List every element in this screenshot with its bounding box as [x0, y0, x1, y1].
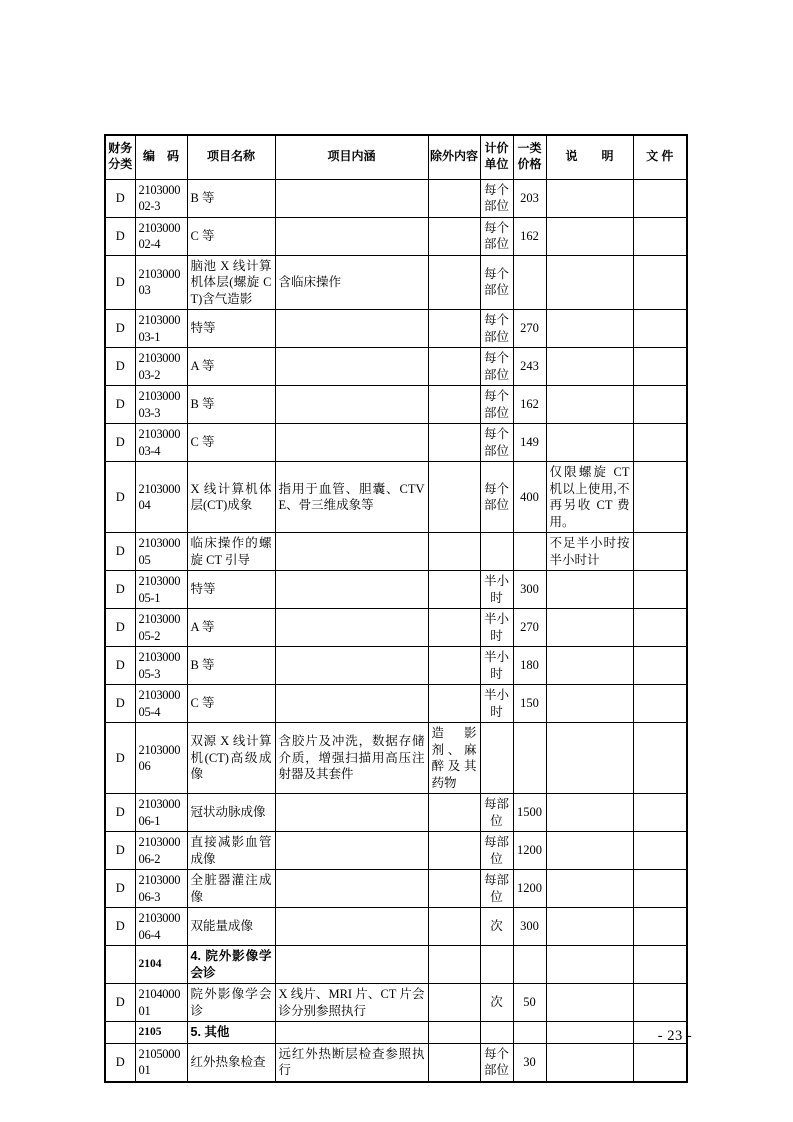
cell-price: 150 [513, 685, 546, 723]
cell-exclusions [428, 908, 480, 946]
cell-code: 210300005-2 [135, 609, 187, 647]
table-row [105, 424, 687, 462]
cell-item-name: A 等 [187, 609, 275, 647]
cell-unit: 半小时 [480, 647, 513, 685]
cell-code: 210300004 [135, 462, 187, 533]
cell-unit: 每个部位 [480, 424, 513, 462]
col-header-unit: 计价单位 [480, 135, 513, 179]
cell-note [546, 794, 633, 832]
cell-unit: 每个部位 [480, 255, 513, 310]
cell-exclusions [428, 870, 480, 908]
table-row [105, 870, 687, 908]
cell-price: 149 [513, 424, 546, 462]
cell-exclusions [428, 1043, 480, 1082]
cell-file [633, 462, 687, 533]
cell-finance-class: D [105, 310, 135, 348]
cell-item-name: 院外影像学会诊 [187, 984, 275, 1022]
cell-file [633, 217, 687, 255]
table-row [105, 794, 687, 832]
table-body [105, 179, 687, 1082]
cell-file [633, 310, 687, 348]
cell-item-content: 远红外热断层检查参照执行 [275, 1043, 428, 1082]
cell-price [513, 255, 546, 310]
cell-code: 210300006-3 [135, 870, 187, 908]
cell-exclusions [428, 571, 480, 609]
cell-item-name: 全脏器灌注成像 [187, 870, 275, 908]
cell-unit [480, 946, 513, 984]
cell-finance-class: D [105, 723, 135, 794]
cell-exclusions [428, 386, 480, 424]
cell-file [633, 870, 687, 908]
cell-note [546, 255, 633, 310]
cell-exclusions [428, 984, 480, 1022]
cell-price: 1200 [513, 870, 546, 908]
cell-item-content [275, 685, 428, 723]
cell-item-content [275, 870, 428, 908]
cell-unit: 每个部位 [480, 179, 513, 217]
cell-code: 210300003 [135, 255, 187, 310]
cell-exclusions [428, 647, 480, 685]
table-row [105, 647, 687, 685]
cell-finance-class: D [105, 609, 135, 647]
table-row [105, 255, 687, 310]
cell-unit: 每个部位 [480, 348, 513, 386]
cell-item-content: 含胶片及冲洗，数据存储介质，增强扫描用高压注射器及其套件 [275, 723, 428, 794]
cell-item-content [275, 348, 428, 386]
cell-note [546, 348, 633, 386]
table-row [105, 571, 687, 609]
cell-file [633, 348, 687, 386]
cell-finance-class: D [105, 647, 135, 685]
cell-file [633, 723, 687, 794]
cell-file [633, 984, 687, 1022]
cell-file [633, 255, 687, 310]
cell-item-content [275, 217, 428, 255]
table-row [105, 984, 687, 1022]
cell-item-name: 4. 院外影像学会诊 [187, 946, 275, 984]
table-row [105, 533, 687, 571]
cell-price: 162 [513, 386, 546, 424]
col-header-file: 文 件 [633, 135, 687, 179]
col-header-item-content: 项目内涵 [275, 135, 428, 179]
cell-file [633, 424, 687, 462]
cell-exclusions [428, 424, 480, 462]
cell-finance-class: D [105, 533, 135, 571]
cell-price: 243 [513, 348, 546, 386]
cell-item-name: 红外热象检查 [187, 1043, 275, 1082]
cell-code: 210300006-4 [135, 908, 187, 946]
cell-code: 210300006-1 [135, 794, 187, 832]
cell-item-content [275, 533, 428, 571]
cell-unit [480, 723, 513, 794]
cell-finance-class: D [105, 386, 135, 424]
cell-finance-class: D [105, 832, 135, 870]
cell-unit: 每部位 [480, 832, 513, 870]
cell-exclusions [428, 179, 480, 217]
cell-code: 210300002-3 [135, 179, 187, 217]
table-header-row [105, 135, 687, 179]
cell-file [633, 832, 687, 870]
cell-code: 210300005-4 [135, 685, 187, 723]
cell-finance-class: D [105, 179, 135, 217]
cell-exclusions: 造影剂、麻醉及其药物 [428, 723, 480, 794]
cell-unit: 每个部位 [480, 386, 513, 424]
cell-item-content [275, 1022, 428, 1044]
cell-price: 270 [513, 609, 546, 647]
cell-price: 1200 [513, 832, 546, 870]
table-row [105, 179, 687, 217]
cell-note [546, 946, 633, 984]
cell-code: 210300003-1 [135, 310, 187, 348]
cell-item-content: 含临床操作 [275, 255, 428, 310]
cell-unit: 每个部位 [480, 1043, 513, 1082]
table-row [105, 462, 687, 533]
cell-unit: 每个部位 [480, 462, 513, 533]
cell-item-name: X 线计算机体层(CT)成象 [187, 462, 275, 533]
cell-item-name: 双能量成像 [187, 908, 275, 946]
cell-item-content [275, 571, 428, 609]
cell-item-content [275, 832, 428, 870]
cell-note [546, 723, 633, 794]
table-row [105, 217, 687, 255]
cell-exclusions [428, 310, 480, 348]
cell-file [633, 685, 687, 723]
cell-price: 30 [513, 1043, 546, 1082]
cell-finance-class: D [105, 1043, 135, 1082]
table-row [105, 1043, 687, 1082]
cell-item-content [275, 386, 428, 424]
cell-finance-class: D [105, 794, 135, 832]
cell-price: 180 [513, 647, 546, 685]
cell-finance-class [105, 946, 135, 984]
cell-finance-class: D [105, 908, 135, 946]
cell-note [546, 571, 633, 609]
cell-note: 仅限螺旋 CT 机以上使用,不再另收 CT 费用。 [546, 462, 633, 533]
cell-price: 300 [513, 571, 546, 609]
cell-price [513, 723, 546, 794]
cell-code: 2105 [135, 1022, 187, 1044]
cell-unit: 次 [480, 908, 513, 946]
table-row [105, 1022, 687, 1044]
cell-exclusions [428, 1022, 480, 1044]
cell-finance-class [105, 1022, 135, 1044]
cell-file [633, 533, 687, 571]
cell-note: 不足半小时按半小时计 [546, 533, 633, 571]
cell-price [513, 1022, 546, 1044]
cell-item-content: X 线片、MRI 片、CT 片会诊分别参照执行 [275, 984, 428, 1022]
page-number: - 23 - [657, 1028, 693, 1044]
cell-code: 210400001 [135, 984, 187, 1022]
cell-item-name: 特等 [187, 571, 275, 609]
cell-item-content: 指用于血管、胆囊、CTVE、骨三维成象等 [275, 462, 428, 533]
table-row [105, 908, 687, 946]
cell-code: 210300005-3 [135, 647, 187, 685]
cell-item-name: C 等 [187, 217, 275, 255]
cell-exclusions [428, 348, 480, 386]
cell-file [633, 946, 687, 984]
cell-item-name: C 等 [187, 685, 275, 723]
cell-code: 210300006 [135, 723, 187, 794]
cell-item-content [275, 647, 428, 685]
cell-item-name: 5. 其他 [187, 1022, 275, 1044]
cell-item-content [275, 946, 428, 984]
cell-note [546, 1043, 633, 1082]
cell-item-content [275, 908, 428, 946]
cell-exclusions [428, 832, 480, 870]
cell-file [633, 647, 687, 685]
cell-exclusions [428, 533, 480, 571]
cell-note [546, 685, 633, 723]
cell-exclusions [428, 462, 480, 533]
cell-code: 210300003-4 [135, 424, 187, 462]
cell-code: 210300003-2 [135, 348, 187, 386]
cell-file [633, 908, 687, 946]
cell-code: 210300006-2 [135, 832, 187, 870]
cell-item-content [275, 310, 428, 348]
cell-finance-class: D [105, 424, 135, 462]
col-header-finance-class: 财务分类 [105, 135, 135, 179]
cell-finance-class: D [105, 685, 135, 723]
cell-exclusions [428, 946, 480, 984]
cell-code: 210300003-3 [135, 386, 187, 424]
cell-item-name: B 等 [187, 179, 275, 217]
cell-note [546, 386, 633, 424]
cell-finance-class: D [105, 984, 135, 1022]
cell-exclusions [428, 794, 480, 832]
cell-item-name: 直接减影血管成像 [187, 832, 275, 870]
cell-price: 1500 [513, 794, 546, 832]
cell-item-name: 临床操作的螺旋 CT 引导 [187, 533, 275, 571]
cell-file [633, 571, 687, 609]
cell-finance-class: D [105, 217, 135, 255]
table-row [105, 946, 687, 984]
table-row [105, 723, 687, 794]
table-row [105, 386, 687, 424]
col-header-code: 编 码 [135, 135, 187, 179]
cell-note [546, 179, 633, 217]
cell-item-name: 冠状动脉成像 [187, 794, 275, 832]
cell-exclusions [428, 217, 480, 255]
cell-item-content [275, 794, 428, 832]
cell-note [546, 609, 633, 647]
cell-item-name: A 等 [187, 348, 275, 386]
cell-item-name: 双源 X 线计算机(CT)高级成像 [187, 723, 275, 794]
table-row [105, 348, 687, 386]
cell-code: 210300005-1 [135, 571, 187, 609]
cell-unit: 半小时 [480, 609, 513, 647]
cell-code: 210500001 [135, 1043, 187, 1082]
cell-exclusions [428, 609, 480, 647]
cell-price: 203 [513, 179, 546, 217]
cell-note [546, 870, 633, 908]
cell-note [546, 310, 633, 348]
cell-file [633, 386, 687, 424]
table-row [105, 310, 687, 348]
cell-price: 270 [513, 310, 546, 348]
col-header-exclusions: 除外内容 [428, 135, 480, 179]
cell-price [513, 533, 546, 571]
cell-price: 162 [513, 217, 546, 255]
table-row [105, 685, 687, 723]
cell-item-content [275, 179, 428, 217]
cell-code: 2104 [135, 946, 187, 984]
cell-exclusions [428, 255, 480, 310]
cell-unit: 每个部位 [480, 217, 513, 255]
cell-price: 50 [513, 984, 546, 1022]
cell-code: 210300005 [135, 533, 187, 571]
cell-unit: 半小时 [480, 571, 513, 609]
cell-note [546, 647, 633, 685]
cell-unit [480, 1022, 513, 1044]
cell-price: 300 [513, 908, 546, 946]
cell-item-name: 脑池 X 线计算机体层(螺旋 CT)含气造影 [187, 255, 275, 310]
cell-note [546, 908, 633, 946]
cell-unit: 每部位 [480, 870, 513, 908]
cell-item-name: B 等 [187, 647, 275, 685]
table-row [105, 609, 687, 647]
cell-item-name: B 等 [187, 386, 275, 424]
cell-note [546, 217, 633, 255]
cell-finance-class: D [105, 870, 135, 908]
cell-note [546, 984, 633, 1022]
cell-file [633, 609, 687, 647]
cell-item-name: 特等 [187, 310, 275, 348]
cell-note [546, 1022, 633, 1044]
cell-unit [480, 533, 513, 571]
cell-unit: 每部位 [480, 794, 513, 832]
cell-price [513, 946, 546, 984]
cell-unit: 次 [480, 984, 513, 1022]
cell-exclusions [428, 685, 480, 723]
cell-item-name: C 等 [187, 424, 275, 462]
cell-finance-class: D [105, 462, 135, 533]
col-header-note: 说 明 [546, 135, 633, 179]
col-header-price-tier1: 一类价格 [513, 135, 546, 179]
col-header-item-name: 项目名称 [187, 135, 275, 179]
cell-file [633, 1043, 687, 1082]
cell-note [546, 832, 633, 870]
table-row [105, 832, 687, 870]
cell-finance-class: D [105, 571, 135, 609]
cell-finance-class: D [105, 348, 135, 386]
cell-item-content [275, 424, 428, 462]
cell-note [546, 424, 633, 462]
cell-file [633, 179, 687, 217]
cell-item-content [275, 609, 428, 647]
cell-code: 210300002-4 [135, 217, 187, 255]
cell-file [633, 794, 687, 832]
cell-price: 400 [513, 462, 546, 533]
cell-finance-class: D [105, 255, 135, 310]
cell-unit: 半小时 [480, 685, 513, 723]
cell-unit: 每个部位 [480, 310, 513, 348]
medical-price-table [104, 134, 688, 1083]
